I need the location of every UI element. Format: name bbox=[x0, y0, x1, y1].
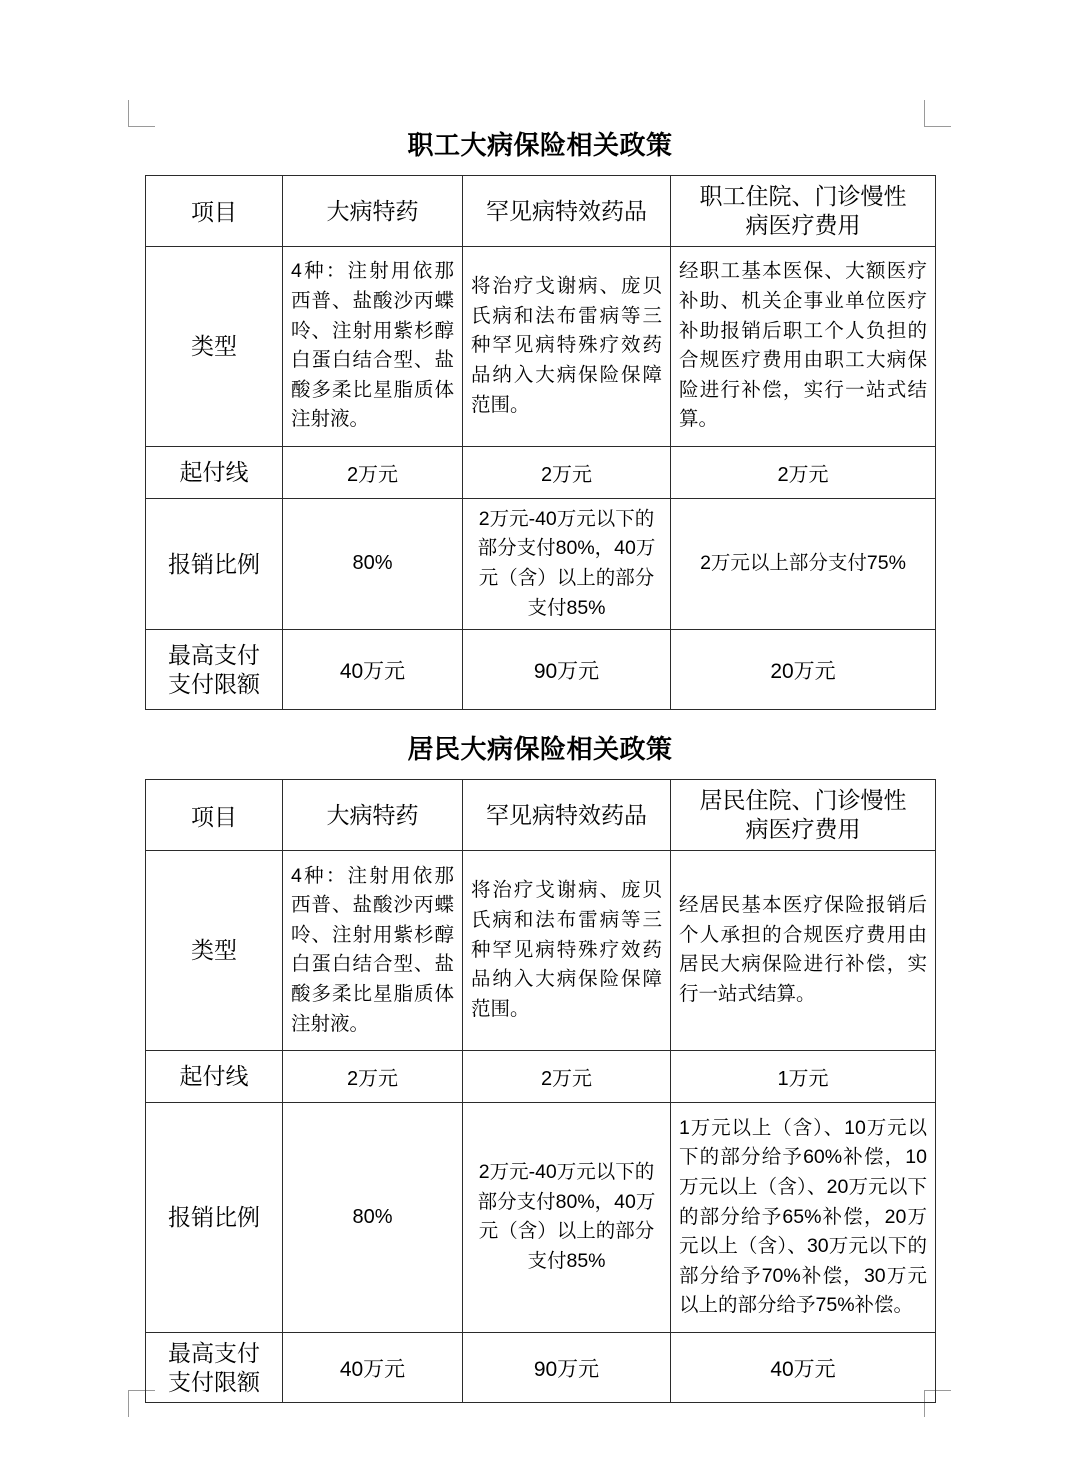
cell-max-special-drug: 40万元 bbox=[283, 1332, 463, 1403]
header-cell-line1: 居民住院、门诊慢性 bbox=[699, 787, 907, 814]
table-row-deductible bbox=[146, 446, 936, 498]
cell-ratio-special-drug: 80% bbox=[283, 498, 463, 630]
row-label-max-payment-line2: 支付限额 bbox=[168, 670, 260, 697]
header-cell-special-drug: 大病特药 bbox=[283, 176, 463, 247]
header-cell-rare-disease-drug: 罕见病特效药品 bbox=[463, 176, 671, 247]
header-cell-line2: 病医疗费用 bbox=[745, 816, 861, 843]
header-cell-special-drug: 大病特药 bbox=[283, 780, 463, 851]
row-label-deductible: 起付线 bbox=[146, 446, 283, 498]
header-cell-rare-disease-drug: 罕见病特效药品 bbox=[463, 780, 671, 851]
header-cell-employee-medical-cost bbox=[671, 176, 936, 247]
cell-deductible-special-drug: 2万元 bbox=[283, 1050, 463, 1102]
row-label-max-payment-line1: 最高支付 bbox=[168, 641, 260, 668]
cell-deductible-resident-medical-cost: 1万元 bbox=[671, 1050, 936, 1102]
row-label-type: 类型 bbox=[146, 246, 283, 446]
crop-mark-top-left bbox=[128, 100, 155, 127]
document-body bbox=[145, 130, 935, 1403]
table-row-type bbox=[146, 850, 936, 1050]
row-label-max-payment bbox=[146, 1332, 283, 1403]
cell-ratio-employee-medical-cost: 2万元以上部分支付75% bbox=[671, 498, 936, 630]
header-cell-resident-medical-cost bbox=[671, 780, 936, 851]
cell-max-rare-disease-drug: 90万元 bbox=[463, 1332, 671, 1403]
cell-deductible-employee-medical-cost: 2万元 bbox=[671, 446, 936, 498]
cell-ratio-resident-medical-cost: 1万元以上（含）、10万元以下的部分给予60%补偿，10万元以上（含）、20万元以下的部分给予65%补偿，20万元以上（含）、30万元以下的部分给予70%补偿，30万元以上的部分给予75%补偿。 bbox=[671, 1102, 936, 1332]
cell-max-resident-medical-cost: 40万元 bbox=[671, 1332, 936, 1403]
cell-ratio-rare-disease-drug: 2万元-40万元以下的部分支付80%，40万元（含）以上的部分支付85% bbox=[463, 498, 671, 630]
row-label-max-payment-line1: 最高支付 bbox=[168, 1339, 260, 1366]
cell-max-rare-disease-drug: 90万元 bbox=[463, 630, 671, 710]
cell-type-resident-medical-cost: 经居民基本医疗保险报销后个人承担的合规医疗费用由居民大病保险进行补偿，实行一站式结算。 bbox=[671, 850, 936, 1050]
table-header-row bbox=[146, 176, 936, 247]
table-row-max-payment bbox=[146, 1332, 936, 1403]
row-label-max-payment bbox=[146, 630, 283, 710]
section-title-resident: 居民大病保险相关政策 bbox=[407, 734, 673, 765]
cell-type-special-drug: 4种：注射用依那西普、盐酸沙丙蝶呤、注射用紫杉醇白蛋白结合型、盐酸多柔比星脂质体注射液。 bbox=[283, 850, 463, 1050]
row-label-deductible: 起付线 bbox=[146, 1050, 283, 1102]
row-label-reimbursement-ratio: 报销比例 bbox=[146, 1102, 283, 1332]
row-label-type: 类型 bbox=[146, 850, 283, 1050]
table-header-row bbox=[146, 780, 936, 851]
section-title-employee: 职工大病保险相关政策 bbox=[407, 130, 673, 160]
table-row-max-payment bbox=[146, 630, 936, 710]
cell-type-rare-disease-drug: 将治疗戈谢病、庞贝氏病和法布雷病等三种罕见病特殊疗效药品纳入大病保险保障范围。 bbox=[463, 850, 671, 1050]
cell-ratio-special-drug: 80% bbox=[283, 1102, 463, 1332]
cell-max-special-drug: 40万元 bbox=[283, 630, 463, 710]
header-cell-item: 项目 bbox=[146, 780, 283, 851]
row-label-max-payment-line2: 支付限额 bbox=[168, 1368, 260, 1395]
table-row-type bbox=[146, 246, 936, 446]
cell-max-employee-medical-cost: 20万元 bbox=[671, 630, 936, 710]
employee-policy-table bbox=[145, 175, 936, 710]
resident-policy-table bbox=[145, 779, 936, 1403]
cell-type-rare-disease-drug: 将治疗戈谢病、庞贝氏病和法布雷病等三种罕见病特殊疗效药品纳入大病保险保障范围。 bbox=[463, 246, 671, 446]
header-cell-line1: 职工住院、门诊慢性 bbox=[699, 183, 907, 210]
cell-deductible-rare-disease-drug: 2万元 bbox=[463, 1050, 671, 1102]
header-cell-item: 项目 bbox=[146, 176, 283, 247]
table-row-deductible bbox=[146, 1050, 936, 1102]
cell-deductible-rare-disease-drug: 2万元 bbox=[463, 446, 671, 498]
header-cell-line2: 病医疗费用 bbox=[745, 211, 861, 238]
table-row-reimbursement-ratio bbox=[146, 1102, 936, 1332]
cell-ratio-rare-disease-drug: 2万元-40万元以下的部分支付80%，40万元（含）以上的部分支付85% bbox=[463, 1102, 671, 1332]
cell-deductible-special-drug: 2万元 bbox=[283, 446, 463, 498]
crop-mark-top-right bbox=[924, 100, 951, 127]
table-row-reimbursement-ratio bbox=[146, 498, 936, 630]
cell-type-employee-medical-cost: 经职工基本医保、大额医疗补助、机关企事业单位医疗补助报销后职工个人负担的合规医疗费用由职工大病保险进行补偿，实行一站式结算。 bbox=[671, 246, 936, 446]
row-label-reimbursement-ratio: 报销比例 bbox=[146, 498, 283, 630]
cell-type-special-drug: 4种：注射用依那西普、盐酸沙丙蝶呤、注射用紫杉醇白蛋白结合型、盐酸多柔比星脂质体注射液。 bbox=[283, 246, 463, 446]
